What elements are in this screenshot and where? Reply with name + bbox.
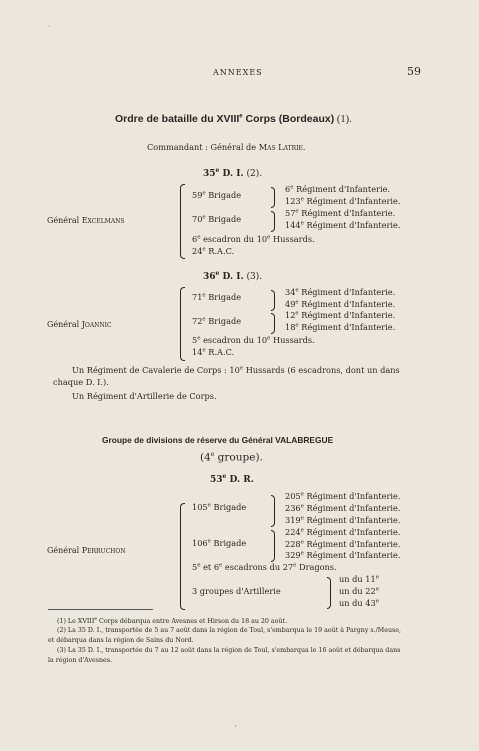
commandant-prefix: Commandant : Général de: [147, 142, 259, 152]
general-36: Général Joannic: [47, 320, 112, 329]
artillery-item: un du 22e: [339, 586, 379, 596]
brigade-brace: [271, 211, 275, 232]
general-prefix: Général: [47, 216, 82, 225]
title-rest: Corps (Bordeaux): [242, 113, 335, 125]
division-heading-36: 36e D. I. (3).: [203, 270, 263, 282]
div35-label: D. I.: [219, 169, 244, 179]
brigade-72: 72e Brigade: [192, 316, 242, 326]
regiment-line: 144e Régiment d'Infanterie.: [285, 220, 401, 230]
brigade-brace: [271, 530, 275, 562]
rac-line: 14e R.A.C.: [192, 347, 235, 357]
artillery-item: un du 11e: [339, 574, 379, 584]
footnote-2: (2) La 35 D. I., transportée de 5 au 7 août dans la région de Toul, s'embarqua le 19 août à Pargny s./Meuse,: [57, 627, 401, 634]
title-sup: e: [239, 113, 243, 120]
regiment-line: 18e Régiment d'Infanterie.: [285, 322, 396, 332]
general-35: [47, 216, 125, 225]
page-number: 59: [407, 65, 421, 78]
escadron-line: 5e escadron du 10e Hussards.: [192, 335, 315, 345]
brigade-brace: [271, 187, 275, 208]
artillery-item: un du 43e: [339, 598, 379, 608]
brigade-105: 105e Brigade: [192, 502, 247, 512]
brigade-71: 71e Brigade: [192, 292, 242, 302]
footnote-rule: [48, 609, 153, 610]
running-title: ANNEXES: [213, 68, 263, 77]
regiment-line: 57e Régiment d'Infanterie.: [285, 208, 396, 218]
regiment-line: 205e Régiment d'Infanterie.: [285, 491, 401, 501]
footnote-3: (3) La 35 D. I., transportée du 7 au 12 août dans la région de Toul, s'embarqua le 16 août et débarqua dans: [57, 647, 401, 654]
regiment-line: 34e Régiment d'Infanterie.: [285, 287, 396, 297]
escadron-line: 6e escadron du 10e Hussards.: [192, 234, 315, 244]
brigade-brace: [271, 290, 275, 311]
regiment-line: 329e Régiment d'Infanterie.: [285, 550, 401, 560]
division-heading-35: [203, 167, 262, 179]
regiment-line: 224e Régiment d'Infanterie.: [285, 527, 401, 537]
division-heading-53: 53e D. R.: [210, 473, 254, 485]
paper-mark: ʻ: [234, 724, 237, 733]
brigade-70: 70e Brigade: [192, 214, 242, 224]
regiment-line: 49e Régiment d'Infanterie.: [285, 299, 396, 309]
regiment-line: 123e Régiment d'Infanterie.: [285, 196, 401, 206]
rac-line: 24e R.A.C.: [192, 246, 235, 256]
corps-cavalry-line1: Un Régiment de Cavalerie de Corps : 10e Hussards (6 escadrons, dont un dans: [72, 365, 400, 375]
regiment-line: 12e Régiment d'Infanterie.: [285, 310, 396, 320]
dragons-line: 5e et 6e escadrons du 27e Dragons.: [192, 562, 337, 572]
division-brace: [180, 503, 185, 610]
brigade-brace: [271, 495, 275, 527]
commandant-line: [147, 142, 306, 152]
paper-mark: ·: [48, 22, 51, 31]
div35-note: (2).: [243, 169, 263, 179]
title-note: (1).: [334, 114, 352, 125]
title-text: Ordre de bataille du XVIII: [115, 113, 240, 125]
brigade-106: 106e Brigade: [192, 538, 247, 548]
footnote-2-cont: et débarqua dans la région de Sains du Nord.: [48, 637, 194, 644]
general-name: Excelmans: [81, 216, 125, 225]
corps-artillery-line: Un Régiment d'Artillerie de Corps.: [72, 391, 217, 401]
brigade-59: 59e Brigade: [192, 190, 242, 200]
regiment-line: 6e Régiment d'Infanterie.: [285, 184, 391, 194]
div35-sup: e: [215, 167, 220, 174]
section2-subtitle: (4e groupe).: [200, 451, 263, 464]
section-title: [115, 113, 352, 125]
div35-num: 35: [203, 169, 216, 179]
commandant-name: Mas Latrie: [258, 142, 303, 152]
footnote-3-cont: la région d'Avesnes.: [48, 657, 112, 664]
section2-title: Groupe de divisions de réserve du Général VALABREGUE: [102, 435, 334, 445]
footnote-1: (1) Le XVIIIe Corps débarqua entre Avesnes et Hirson du 18 au 20 août.: [57, 617, 288, 626]
artillery-groups: 3 groupes d'Artillerie: [192, 586, 281, 596]
commandant-suffix: .: [302, 142, 306, 152]
brigade-brace: [271, 313, 275, 334]
regiment-line: 236e Régiment d'Infanterie.: [285, 503, 401, 513]
division-brace: [180, 184, 185, 259]
regiment-line: 319e Régiment d'Infanterie.: [285, 515, 401, 525]
division-brace: [180, 287, 185, 361]
artillery-brace: [327, 577, 331, 609]
general-53: Général Perruchon: [47, 546, 126, 555]
regiment-line: 228e Régiment d'Infanterie.: [285, 539, 401, 549]
corps-cavalry-line2: chaque D. I.).: [53, 377, 109, 387]
